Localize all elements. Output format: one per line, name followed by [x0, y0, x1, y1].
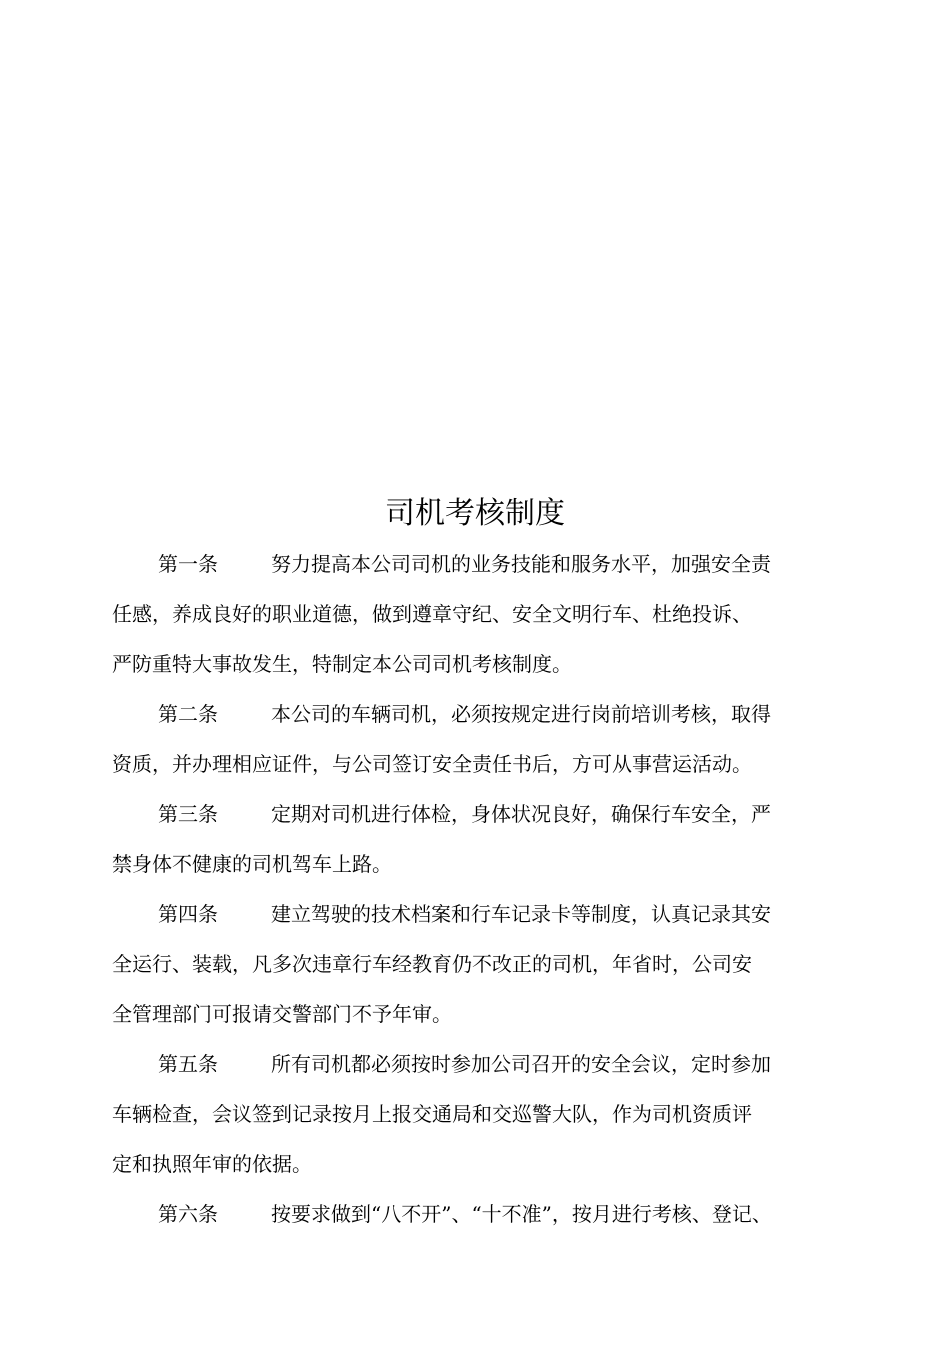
document-title: 司机考核制度 — [385, 496, 565, 531]
article-2-label: 第二条 — [158, 702, 218, 726]
article-5-line-3: 定和执照年审的依据。 — [112, 1152, 312, 1176]
article-3-text: 定期对司机进行体检，身体状况良好，确保行车安全，严 — [271, 802, 771, 826]
article-1-line-2: 任感，养成良好的职业道德，做到遵章守纪、安全文明行车、杜绝投诉、 — [112, 602, 752, 626]
article-6-text: 按要求做到“八不开”、“十不准”，按月进行考核、登记、 — [271, 1202, 772, 1226]
article-1-text: 努力提高本公司司机的业务技能和服务水平，加强安全责 — [271, 552, 771, 576]
article-5-label: 第五条 — [158, 1052, 218, 1076]
article-1-line-3: 严防重特大事故发生，特制定本公司司机考核制度。 — [112, 652, 572, 676]
article-3-label: 第三条 — [158, 802, 218, 826]
article-5-line-2: 车辆检查，会议签到记录按月上报交通局和交巡警大队，作为司机资质评 — [112, 1102, 752, 1126]
article-2-line-2: 资质，并办理相应证件，与公司签订安全责任书后，方可从事营运活动。 — [112, 752, 752, 776]
article-4-label: 第四条 — [158, 902, 218, 926]
article-4-line-2: 全运行、装载，凡多次违章行车经教育仍不改正的司机，年省时，公司安 — [112, 952, 752, 976]
article-5-text: 所有司机都必须按时参加公司召开的安全会议，定时参加 — [271, 1052, 771, 1076]
article-6-label: 第六条 — [158, 1202, 218, 1226]
article-1-label: 第一条 — [158, 552, 218, 576]
article-4-text: 建立驾驶的技术档案和行车记录卡等制度，认真记录其安 — [271, 902, 771, 926]
article-3-line-2: 禁身体不健康的司机驾车上路。 — [112, 852, 392, 876]
article-2-text: 本公司的车辆司机，必须按规定进行岗前培训考核，取得 — [271, 702, 771, 726]
article-4-line-3: 全管理部门可报请交警部门不予年审。 — [112, 1002, 452, 1026]
